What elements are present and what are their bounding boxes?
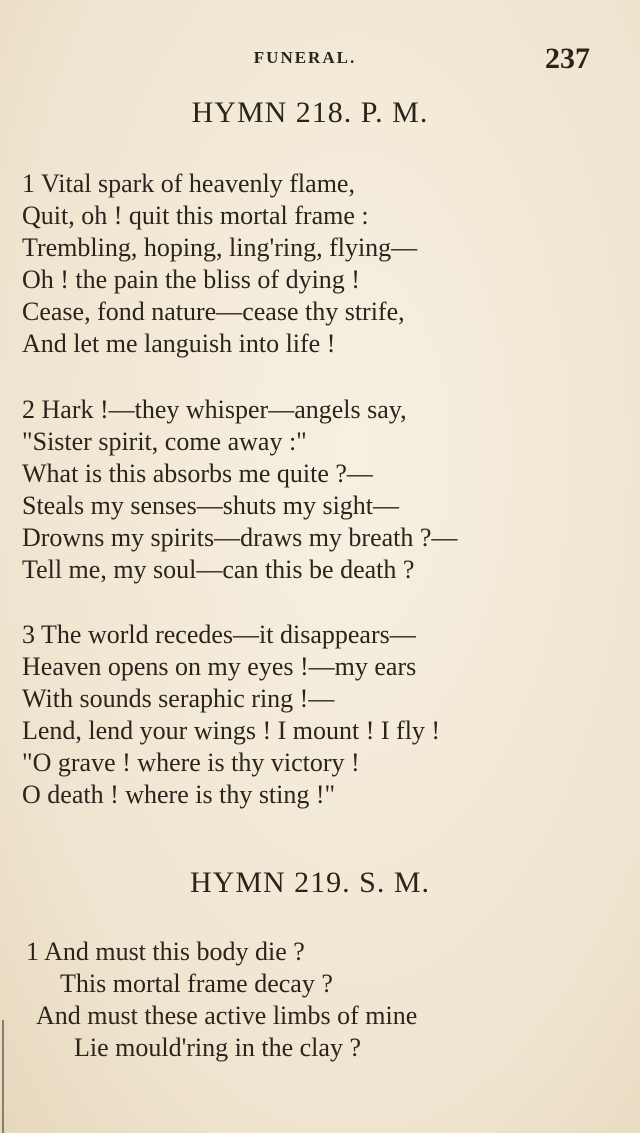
stanza-line: What is this absorbs me quite ?— <box>22 459 373 488</box>
stanza-line: O death ! where is thy sting !" <box>22 780 336 809</box>
stanza-line: "Sister spirit, come away :" <box>22 427 307 456</box>
hymn-218-stanza-3 <box>22 619 622 811</box>
hymn-219-heading: HYMN 219. S. M. <box>189 866 431 899</box>
stanza-line: This mortal frame decay ? <box>60 969 333 998</box>
stanza-line: With sounds seraphic ring !— <box>22 684 335 713</box>
stanza-line: 1 Vital spark of heavenly flame, <box>22 169 355 198</box>
running-head <box>0 42 640 82</box>
hymn-218-stanza-1 <box>22 168 622 360</box>
stanza-line: "O grave ! where is thy victory ! <box>22 748 360 777</box>
hymn-219-stanza-1 <box>26 936 626 1064</box>
running-title: FUNERAL. <box>253 48 357 67</box>
stanza-line: Heaven opens on my eyes !—my ears <box>22 652 417 681</box>
hymn-218-heading: HYMN 218. P. M. <box>191 96 429 129</box>
stanza-line: Lend, lend your wings ! I mount ! I fly ! <box>22 716 441 745</box>
stanza-line: 1 And must this body die ? <box>26 937 305 966</box>
stanza-line: Trembling, hoping, ling'ring, flying— <box>22 233 418 262</box>
stanza-line: Oh ! the pain the bliss of dying ! <box>22 265 360 294</box>
stanza-line: 2 Hark !—they whisper—angels say, <box>22 395 407 424</box>
stanza-line: And let me languish into life ! <box>22 329 336 358</box>
stanza-line: Lie mould'ring in the clay ? <box>74 1033 361 1062</box>
stanza-line: Drowns my spirits—draws my breath ?— <box>22 523 458 552</box>
stanza-line: And must these active limbs of mine <box>36 1001 418 1030</box>
stanza-line: Quit, oh ! quit this mortal frame : <box>22 201 369 230</box>
stanza-line: Cease, fond nature—cease thy strife, <box>22 297 405 326</box>
stanza-line: Steals my senses—shuts my sight— <box>22 491 400 520</box>
page-number: 237 <box>545 42 590 75</box>
hymn-218-stanza-2 <box>22 394 622 586</box>
stanza-line: 3 The world recedes—it disappears— <box>22 620 416 649</box>
page-edge-shadow <box>2 1020 4 1133</box>
stanza-line: Tell me, my soul—can this be death ? <box>22 555 415 584</box>
